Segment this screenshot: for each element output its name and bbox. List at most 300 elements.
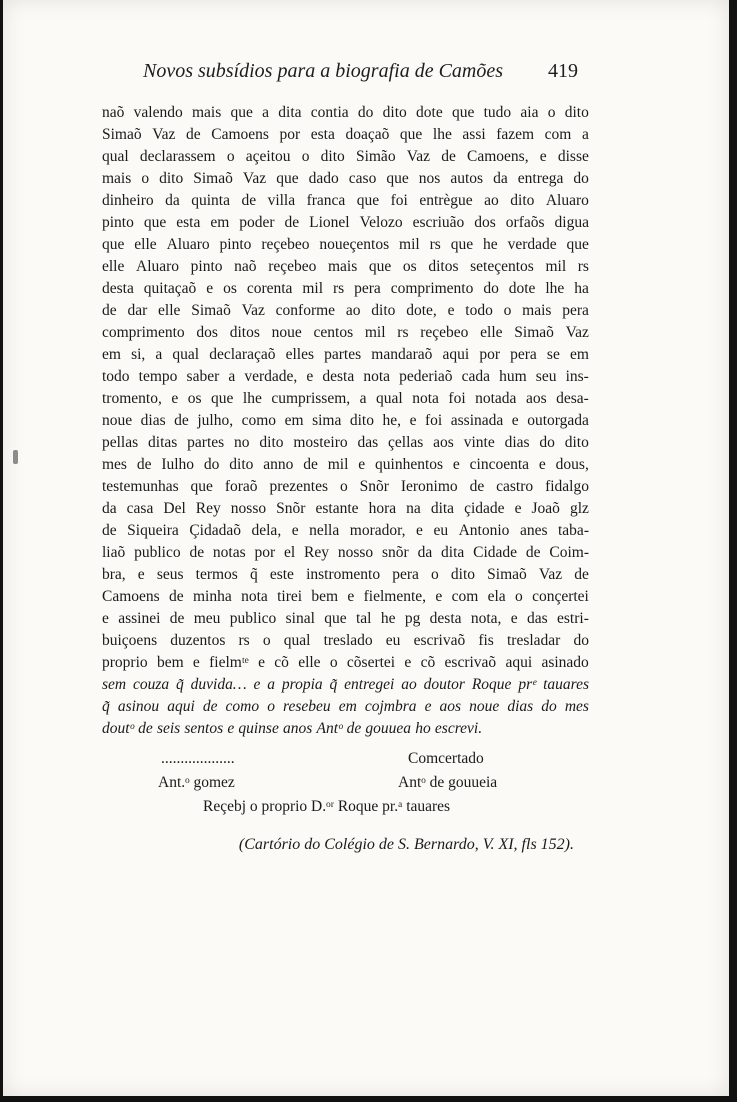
word: noue (469, 698, 500, 715)
word: pinto (219, 236, 252, 253)
word: poder (239, 214, 275, 231)
word: que (102, 236, 125, 253)
body-line (102, 278, 589, 300)
word: da (417, 544, 433, 561)
word: sentos (184, 720, 224, 737)
word: o (514, 588, 523, 605)
word: por (479, 346, 500, 363)
word: instromento (306, 566, 381, 583)
word: cumprissem, (271, 390, 351, 407)
word: dita (278, 104, 302, 121)
word: glz (569, 500, 589, 517)
word: e (291, 522, 299, 539)
word: minha (192, 588, 232, 605)
word: disse (557, 148, 589, 165)
word: fielmente, (363, 588, 427, 605)
word: cõ (420, 654, 436, 671)
word: e (424, 698, 432, 715)
word: digua (554, 214, 589, 231)
word: cõsertei (346, 654, 396, 671)
word: de (136, 456, 152, 473)
word: dote, (406, 302, 437, 319)
body-line (102, 366, 589, 388)
word: escriuão (412, 214, 465, 231)
body-line (102, 608, 589, 630)
word: contia (310, 104, 349, 121)
signature-dots: ................... (161, 750, 235, 767)
word: e (347, 588, 355, 605)
word: eu (433, 522, 449, 539)
word: e (514, 500, 522, 517)
body-line (102, 696, 589, 718)
word: se (546, 346, 560, 363)
word: reçebeo (268, 258, 317, 275)
word: mil (364, 324, 386, 341)
word: de (138, 720, 153, 737)
word: sem (102, 676, 127, 693)
word: verdade, (244, 368, 298, 385)
body-line (102, 674, 589, 696)
word: do (203, 456, 220, 473)
word: do (541, 698, 557, 715)
word: elle (102, 258, 125, 275)
word: dos (474, 214, 496, 231)
body-line (102, 190, 589, 212)
word: de (169, 588, 184, 605)
word: mandaraõ (371, 346, 433, 363)
word: o (431, 566, 439, 583)
word: Rey (195, 500, 221, 517)
word: verdade (507, 236, 557, 253)
word: dos (196, 324, 218, 341)
word: morador, (349, 522, 406, 539)
running-title: Novos subsídios para a biografia de Camões (143, 60, 504, 82)
word: dote (416, 104, 443, 121)
word: e (102, 610, 109, 627)
body-line (102, 102, 589, 124)
word: q̃ (329, 676, 338, 693)
word: aqui (167, 698, 195, 715)
word: do (357, 104, 374, 121)
word: vinte (463, 434, 495, 451)
word: nosso (230, 500, 267, 517)
source-citation: (Cartório do Colégio de S. Bernardo, V. XI, fls 152). (238, 836, 574, 853)
word: pera (510, 346, 537, 363)
word: testemunhas (102, 478, 179, 495)
word: cada (461, 368, 491, 385)
word: em (210, 214, 230, 231)
word: valendo (133, 104, 183, 121)
word: esta (176, 214, 201, 231)
word: e (192, 654, 200, 671)
word: que (399, 126, 423, 143)
word: rs (429, 236, 441, 253)
word: naõ (102, 104, 125, 121)
word: nosso (337, 544, 374, 561)
word: de (469, 478, 485, 495)
word: eu (385, 632, 401, 649)
word: Vaz (538, 566, 563, 583)
word: os (402, 258, 417, 275)
body-line (102, 168, 589, 190)
word: de (284, 214, 300, 231)
word: rs (577, 258, 589, 275)
word: ditos (229, 324, 260, 341)
word: de (174, 412, 189, 429)
marginal-mark (13, 450, 18, 464)
word: cincoenta (469, 456, 530, 473)
word: aqui (505, 654, 533, 671)
word: corenta (246, 280, 293, 297)
word: lhe (432, 126, 452, 143)
word: a (228, 368, 236, 385)
word: reçebeo (420, 324, 469, 341)
word: noueçentos (319, 236, 390, 253)
body-line (102, 630, 589, 652)
word: casa (126, 500, 154, 517)
word: mes (102, 456, 127, 473)
word: ao (345, 302, 361, 319)
word: que (566, 236, 589, 253)
word: e (510, 610, 518, 627)
word: publico (229, 610, 277, 627)
word: de (202, 698, 218, 715)
word: e (452, 456, 460, 473)
word: ao (401, 676, 417, 693)
word: dita (430, 500, 455, 517)
word: çidade (464, 500, 505, 517)
word: elle (298, 654, 321, 671)
word: snõr (382, 544, 409, 561)
word: na (406, 500, 421, 517)
word: e (258, 654, 265, 671)
word: assi (462, 126, 486, 143)
word: do (483, 280, 499, 297)
word: da (102, 500, 117, 517)
body-line (102, 410, 589, 432)
word: seteçentos (470, 258, 534, 275)
word: saber (186, 368, 220, 385)
word: conforme (275, 302, 336, 319)
word: noue (102, 412, 133, 429)
body-line (102, 564, 589, 586)
word: dote (508, 280, 536, 297)
word: dito (510, 192, 535, 209)
word: Camoens, (467, 148, 529, 165)
word: duvida… (190, 676, 247, 693)
word: escrevi. (434, 720, 483, 737)
body-line (102, 146, 589, 168)
word: de (241, 192, 257, 209)
word: escrivaõ (413, 632, 466, 649)
word: anes (519, 522, 548, 539)
body-line (102, 344, 589, 366)
word: mais (191, 104, 222, 121)
word: de (102, 302, 117, 319)
word: Antonio (458, 522, 510, 539)
word: desta (429, 610, 462, 627)
word: dinheiro (102, 192, 154, 209)
word: de (102, 522, 117, 539)
word: anos (283, 720, 313, 737)
word: termos (195, 566, 238, 583)
word: e (416, 522, 423, 539)
word: que (276, 170, 299, 187)
word: o (267, 698, 275, 715)
word: declarassem (139, 148, 216, 165)
word: Joaõ (531, 500, 560, 517)
word: he (483, 236, 498, 253)
word: el (284, 544, 296, 561)
word: estante (315, 500, 359, 517)
word: e (409, 412, 417, 429)
word: asinou (117, 698, 160, 715)
word: aos (525, 390, 547, 407)
body-line (102, 256, 589, 278)
word: desa- (556, 390, 589, 407)
word: e (306, 368, 314, 385)
word: hora (368, 500, 397, 517)
word: a (267, 676, 276, 693)
word: o (339, 478, 348, 495)
word: e (171, 390, 179, 407)
word: orfaõs (505, 214, 545, 231)
word: mosteiro (293, 434, 348, 451)
word: liaõ (102, 544, 126, 561)
word: prᵉ (518, 676, 537, 693)
word: lhe (242, 390, 262, 407)
word: dito (371, 302, 396, 319)
word: em (569, 346, 589, 363)
body-line (102, 234, 589, 256)
word: das (357, 434, 379, 451)
word: quinhentos (375, 456, 444, 473)
word: o (141, 170, 150, 187)
word: a (359, 390, 367, 407)
word: que (211, 390, 234, 407)
word: os (223, 280, 237, 297)
word: Coim- (549, 544, 589, 561)
word: dito (382, 104, 407, 121)
word: dito (564, 434, 589, 451)
word: e (511, 412, 519, 429)
word: e (137, 566, 145, 583)
word: elles (285, 346, 315, 363)
word: treslado (323, 632, 373, 649)
word: ditas (148, 434, 178, 451)
word: duzentos (170, 632, 226, 649)
word: ela (487, 588, 506, 605)
word: qual (172, 346, 200, 363)
body-line (102, 586, 589, 608)
word: que (143, 214, 167, 231)
word: pera (392, 566, 419, 583)
word: nota (412, 390, 439, 407)
word: dita (441, 544, 465, 561)
signature-ant-gomez: Ant.ᵒ gomez (158, 774, 235, 791)
word: assinada (450, 412, 504, 429)
word: asinado (541, 654, 589, 671)
word: Simaõ (514, 324, 554, 341)
word: foi (448, 390, 466, 407)
word: do (539, 434, 555, 451)
word: noue (271, 324, 302, 341)
word: tal (355, 610, 372, 627)
word: Aluaro (545, 192, 589, 209)
word: Vaz (241, 302, 265, 319)
body-line (102, 498, 589, 520)
word: rs (332, 280, 345, 297)
word: ha (574, 280, 589, 297)
word: que (324, 610, 347, 627)
word: pinto (102, 214, 134, 231)
word: proprio (102, 654, 148, 671)
word: em (102, 346, 121, 363)
word: a (581, 126, 589, 143)
word: mil (545, 258, 567, 275)
body-line (102, 212, 589, 234)
running-head (3, 60, 729, 90)
word: Cidade (473, 544, 518, 561)
body-line (102, 718, 589, 740)
word: das (527, 610, 548, 627)
word: Rey (304, 544, 329, 561)
word: pg (404, 610, 421, 627)
body-line (102, 300, 589, 322)
word: foraõ (224, 478, 258, 495)
word: he, (382, 412, 402, 429)
word: cõ (274, 654, 289, 671)
word: o (503, 302, 512, 319)
word: centos (313, 324, 354, 341)
word: Vaz (406, 148, 431, 165)
word: franca (306, 192, 346, 209)
word: seis (156, 720, 181, 737)
word: declaraçaõ (209, 346, 276, 363)
word: qual (102, 148, 129, 165)
word: dito (450, 566, 476, 583)
word: pederiaõ (399, 368, 453, 385)
word: aqui (442, 346, 470, 363)
word: e (253, 676, 261, 693)
word: a (155, 346, 163, 363)
word: reçebeo (261, 236, 310, 253)
body-line (102, 124, 589, 146)
word: pinto (190, 258, 223, 275)
word: Çidadaõ (189, 522, 241, 539)
word: todo (102, 368, 130, 385)
word: que (450, 236, 474, 253)
word: hum (499, 368, 527, 385)
word: que (230, 104, 253, 121)
word: julho, (197, 412, 234, 429)
word: de (186, 126, 201, 143)
word: de (346, 720, 362, 737)
word: ditos (428, 258, 459, 275)
word: Aluaro (166, 236, 210, 253)
word: dias (504, 434, 530, 451)
word: elle (158, 302, 181, 319)
word: entrega (517, 170, 564, 187)
word: fidalgo (545, 478, 589, 495)
word: esta (310, 126, 335, 143)
word: que (386, 170, 409, 187)
word: lhe (545, 280, 565, 297)
word: que (451, 104, 475, 121)
word: Simaõ (102, 126, 142, 143)
word: propia (281, 676, 323, 693)
word: mil (327, 456, 349, 473)
word: çellas (388, 434, 424, 451)
word: o (329, 654, 338, 671)
word: por (279, 126, 301, 143)
word: Vaz (242, 170, 267, 187)
word: de (169, 610, 185, 627)
word: este (269, 566, 294, 583)
word: fazem (496, 126, 535, 143)
word: dito (349, 412, 374, 429)
word: anno (263, 456, 294, 473)
word: mais (102, 170, 132, 187)
word: tirei (277, 588, 303, 605)
book-page (3, 0, 729, 1096)
word: Lionel (309, 214, 350, 231)
word: gouuea (365, 720, 412, 737)
word: tauares (543, 676, 589, 693)
word: taba- (558, 522, 589, 539)
word: resebeu (283, 698, 331, 715)
word: Iulho (161, 456, 195, 473)
word: açeitou (245, 148, 291, 165)
word: o (226, 148, 235, 165)
word: mais (328, 258, 358, 275)
word: dias (140, 412, 166, 429)
word: que (356, 192, 380, 209)
word: dar (127, 302, 148, 319)
word: o (301, 148, 310, 165)
word: villa (267, 192, 296, 209)
word: de (189, 544, 205, 561)
word: desta (322, 368, 355, 385)
word: o (547, 104, 556, 121)
word: mais (522, 302, 552, 319)
word: e (404, 654, 412, 671)
word: comprimento (102, 324, 185, 341)
word: estri- (557, 610, 589, 627)
word: comprimento (390, 280, 474, 297)
word: Camoens (102, 588, 160, 605)
word: nota (363, 368, 391, 385)
word: dito (320, 148, 345, 165)
word: Ieronimo (400, 478, 458, 495)
word: si, (131, 346, 146, 363)
word: sima (312, 412, 342, 429)
word: ao (484, 192, 499, 209)
word: de (574, 566, 589, 583)
word: ho (415, 720, 431, 737)
word: tromento, (102, 390, 162, 407)
word: elle (480, 324, 503, 341)
word: q̃ (176, 676, 184, 693)
word: Simaõ (193, 170, 233, 187)
word: tresladar (506, 632, 561, 649)
body-line (102, 476, 589, 498)
body-line (102, 322, 589, 344)
word: da (165, 192, 180, 209)
word: que (190, 478, 213, 495)
word: de (303, 456, 318, 473)
word: mil (399, 236, 420, 253)
